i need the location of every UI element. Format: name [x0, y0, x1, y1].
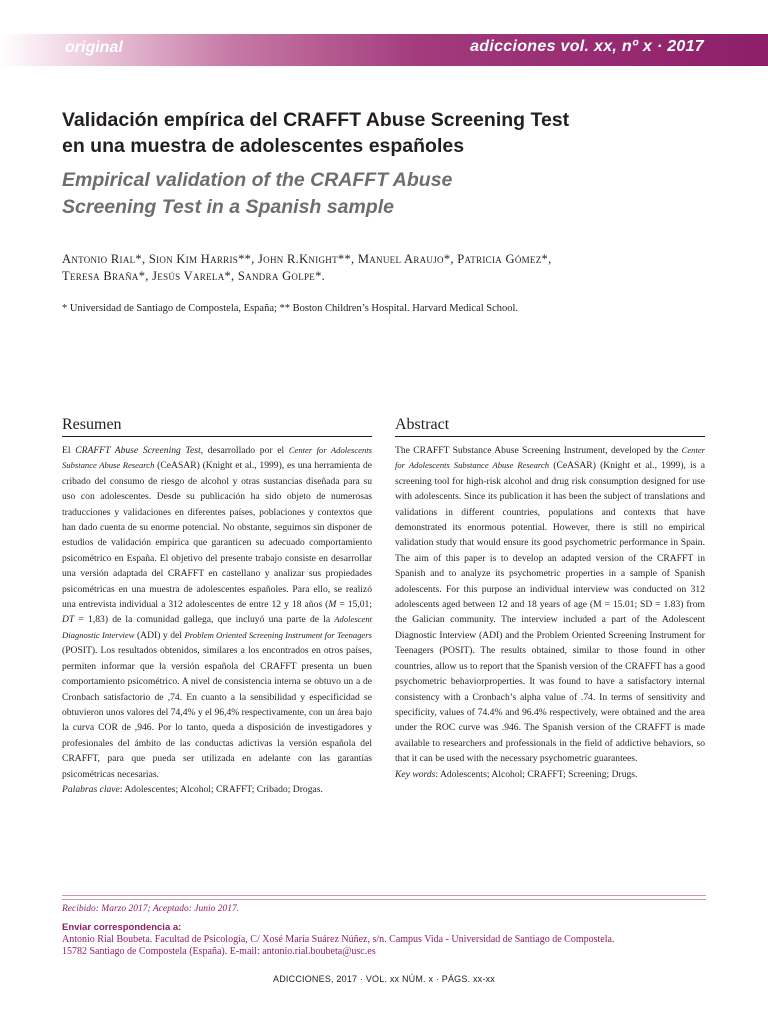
- resumen-keywords: Palabras clave: Adolescentes; Alcohol; CRAFFT; Cribado; Drogas.: [62, 783, 323, 795]
- abstract-heading: Abstract: [395, 416, 705, 437]
- abstract-keywords: Key words: Adolescents; Alcohol; CRAFFT; Screening; Drugs.: [395, 768, 638, 780]
- correspondence-email: 15782 Santiago de Compostela (España). E-mail: antonio.rial.boubeta@usc.es: [62, 946, 376, 957]
- journal-banner: [0, 34, 768, 66]
- abstract-section: [395, 416, 705, 782]
- footer-divider-top: [62, 895, 706, 896]
- affiliations: * Universidad de Santiago de Compostela, España; ** Boston Children’s Hospital. Harvard Medical School.: [62, 303, 519, 314]
- page-footer: ADICCIONES, 2017 · VOL. xx NÚM. x · PÁGS. xx-xx: [273, 974, 495, 984]
- journal-citation: adicciones vol. xx, nº x · 2017: [470, 38, 704, 55]
- correspondence-heading: Enviar correspondencia a:: [62, 922, 182, 933]
- spanish-title: [62, 107, 662, 159]
- received-dates: Recibido: Marzo 2017; Aceptado: Junio 2017.: [62, 904, 240, 914]
- section-label: original: [65, 39, 123, 56]
- author-list: [62, 251, 712, 285]
- abstract-text: The CRAFFT Substance Abuse Screening Instrument, developed by the Center for Adolescents Substance Abuse Research (CeASAR) (Knight et al., 1999), is a screening tool for high-risk alcohol and drug risk consumption designed for use with adolescents. Since its publication it has been the subject of translations and validations in different countries, populations and contexts that have demonstrated its enormous potential. However, there is still no empirical validation study that would ensure its good psychometric performance in Spain. The aim of this paper is to develop an adapted version of the CRAFFT in Spanish and to analyze its psychometric properties in a sample of Spanish adolescents. For this purpose an individual interview was conducted on 312 adolescents aged between 12 and 18 years of age (M = 15.01; SD = 1.83) from the Galician community. The interview included a part of the Adolescent Diagnostic Interview (ADI) and the Problem Oriented Screening Instrument for Teenagers (POSIT). The results obtained, similar to those found in other countries, allow us to report that the Spanish version of the CRAFFT has a good psychometric behaviorproperties. It was found to have a satisfactory internal consistency with a Cronbach’s alpha value of .74. In terms of sensitivity and specificity, values of 74.4% and 96.4% respectively, were obtained and the area under the ROC curve was .946. The Spanish version of the CRAFFT is made available to researchers and professionals in the field of addictive behaviors, so that it can be used with the necessary psychometric guarantees.: [395, 445, 705, 765]
- resumen-text: El CRAFFT Abuse Screening Test, desarrollado por el Center for Adolescents Substance Abuse Research (CeASAR) (Knight et al., 1999), es una herramienta de cribado del consumo de riesgo de alcohol y otras sustancias diseñada para su uso con adolescentes. Desde su publicación ha sido objeto de numerosas traducciones y validaciones en diferentes países, poblaciones y contextos que han dado cuenta de su enorme potencial. No obstante, seguimos sin disponer de estudios de validación empírica que garanticen su adecuado comportamiento psicométrico en España. El objetivo del presente trabajo consiste en desarrollar una versión adaptada del CRAFFT en castellano y analizar sus propiedades psicométricas en una muestra de adolescentes españoles. Para ello, se realizó una entrevista individual a 312 adolescentes de entre 12 y 18 años (M = 15,01; DT = 1,83) de la comunidad gallega, que incluyó una parte de la Adolescent Diagnostic Interview (ADI) y del Problem Oriented Screening Instrument for Teenagers (POSIT). Los resultados obtenidos, similares a los encontrados en otros países, permiten informar que la versión española del CRAFFT presenta un buen comportamiento psicométrico. A nivel de consistencia interna se obtuvo un a de Cronbach satisfactorio de ,74. En cuanto a la sensibilidad y especificidad se obtuvieron unos valores del 74,4% y el 96,4% respectivamente, con un área bajo la curva COR de ,946. Por lo tanto, queda a disposición de investigadores y profesionales del ámbito de las conductas adictivas la versión española del CRAFFT, para que pueda ser utilizada en adelante con las garantías psicométricas necesarias.: [62, 445, 372, 780]
- english-title-line2: Screening Test in a Spanish sample: [62, 196, 394, 218]
- spanish-title-line1: Validación empírica del CRAFFT Abuse Screening Test: [62, 109, 570, 131]
- correspondence-address: Antonio Rial Boubeta. Facultad de Psicología, C/ Xosé María Suárez Núñez, s/n. Campus Vida - Universidad de Santiago de Compostela.: [62, 934, 615, 945]
- resumen-section: [62, 416, 372, 797]
- footer-divider-bottom: [62, 899, 706, 900]
- resumen-heading: Resumen: [62, 416, 372, 437]
- english-title: [62, 167, 662, 221]
- english-title-line1: Empirical validation of the CRAFFT Abuse: [62, 169, 453, 191]
- author-line2: Teresa Braña*, Jesús Varela*, Sandra Golpe*.: [62, 269, 326, 283]
- author-line1: Antonio Rial*, Sion Kim Harris**, John R.Knight**, Manuel Araujo*, Patricia Gómez*,: [62, 252, 552, 266]
- spanish-title-line2: en una muestra de adolescentes españoles: [62, 135, 465, 157]
